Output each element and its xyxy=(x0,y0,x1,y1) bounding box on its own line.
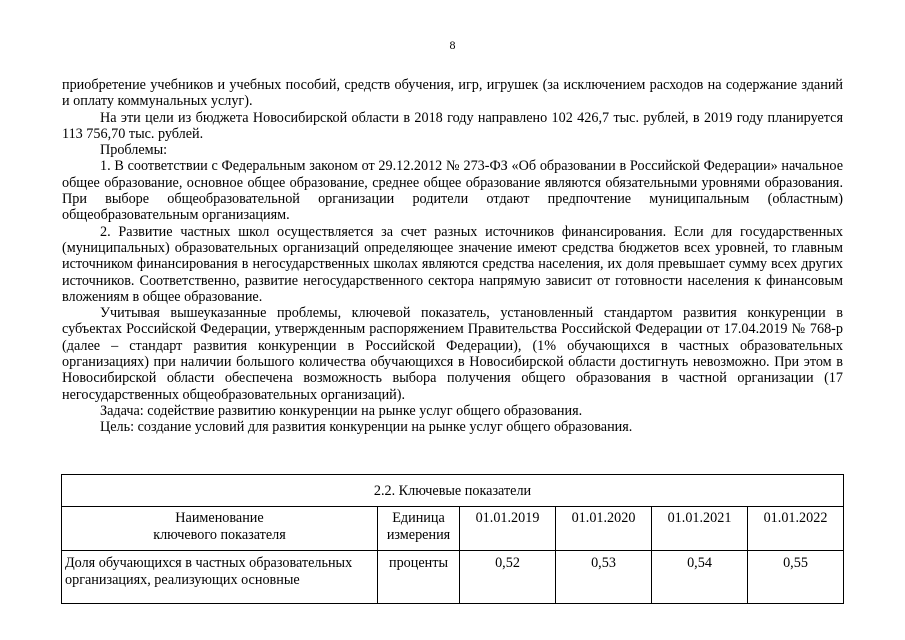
row-name-line2: организациях, реализующих основные xyxy=(65,572,300,588)
paragraph-key-indicator: Учитывая вышеуказанные проблемы, ключевой показатель, установленный стандартом развития конкуренции в субъектах Российской Федерации, утвержденным распоряжением Правительства Российской Федерации от 17.04.2019 № 768-р (далее – стандарт развития конкуренции в Российской Федерации), (1% обучающихся в частных образовательных организациях) при наличии большого количества обучающихся в Новосибирской области достигнуть невозможно. При этом в Новосибирской области обеспечена возможность выбора получения общего образования в частной организации (17 негосударственных общеобразовательных организаций). xyxy=(62,305,843,403)
row-value-2022: 0,55 xyxy=(748,551,844,604)
paragraph-problem-2: 2. Развитие частных школ осуществляется за счет разных источников финансирования. Если для государственных (муниципальных) образовательных организаций определяющее значение имеют средства бюджетов всех уровней, то главным источником финансирования в негосударственных школах являются средства населения, их доля превышает сумму всех других источников. Соответственно, развитие негосударственного сектора напрямую зависит от готовности населения к финансовым вложениям в общее образование. xyxy=(62,223,843,305)
header-unit xyxy=(378,507,460,551)
header-date-2022: 01.01.2022 xyxy=(748,507,844,551)
paragraph-goal: Цель: создание условий для развития конкуренции на рынке услуг общего образования. xyxy=(100,419,633,436)
paragraph-continuation: приобретение учебников и учебных пособий, средств обучения, игр, игрушек (за исключением расходов на содержание зданий и оплату коммунальных услуг). xyxy=(62,77,843,110)
paragraph-problems-heading: Проблемы: xyxy=(100,142,168,159)
header-unit-line1: Единица xyxy=(392,510,445,526)
table-header-row xyxy=(62,507,844,551)
table-row xyxy=(62,551,844,604)
row-unit: проценты xyxy=(378,551,460,604)
header-name-line1: Наименование xyxy=(175,510,264,526)
row-value-2021: 0,54 xyxy=(652,551,748,604)
header-date-2020: 01.01.2020 xyxy=(556,507,652,551)
paragraph-problem-1: 1. В соответствии с Федеральным законом от 29.12.2012 № 273-ФЗ «Об образовании в Российской Федерации» начальное общее образование, основное общее образование, среднее общее образование являются обязательными уровнями образования. При выборе общеобразовательной организации родители отдают предпочтение муниципальным (областным) общеобразовательным организациям. xyxy=(62,158,843,224)
header-date-2019: 01.01.2019 xyxy=(460,507,556,551)
row-name-line1: Доля обучающихся в частных образовательных xyxy=(65,555,353,571)
header-indicator-name xyxy=(62,507,378,551)
document-body xyxy=(62,77,843,436)
header-unit-line2: измерения xyxy=(386,527,451,543)
paragraph-budget: На эти цели из бюджета Новосибирской области в 2018 году направлено 102 426,7 тыс. рублей, в 2019 году планируется 113 756,70 тыс. рублей. xyxy=(62,109,843,142)
paragraph-task: Задача: содействие развитию конкуренции на рынке услуг общего образования. xyxy=(100,402,583,419)
row-value-2020: 0,53 xyxy=(556,551,652,604)
page-number: 8 xyxy=(449,38,456,52)
key-indicators-table xyxy=(61,474,844,604)
header-date-2021: 01.01.2021 xyxy=(652,507,748,551)
row-indicator-name xyxy=(62,551,378,604)
header-name-line2: ключевого показателя xyxy=(153,527,286,543)
row-value-2019: 0,52 xyxy=(460,551,556,604)
table-title-row xyxy=(62,475,844,507)
table-title: 2.2. Ключевые показатели xyxy=(62,475,844,507)
